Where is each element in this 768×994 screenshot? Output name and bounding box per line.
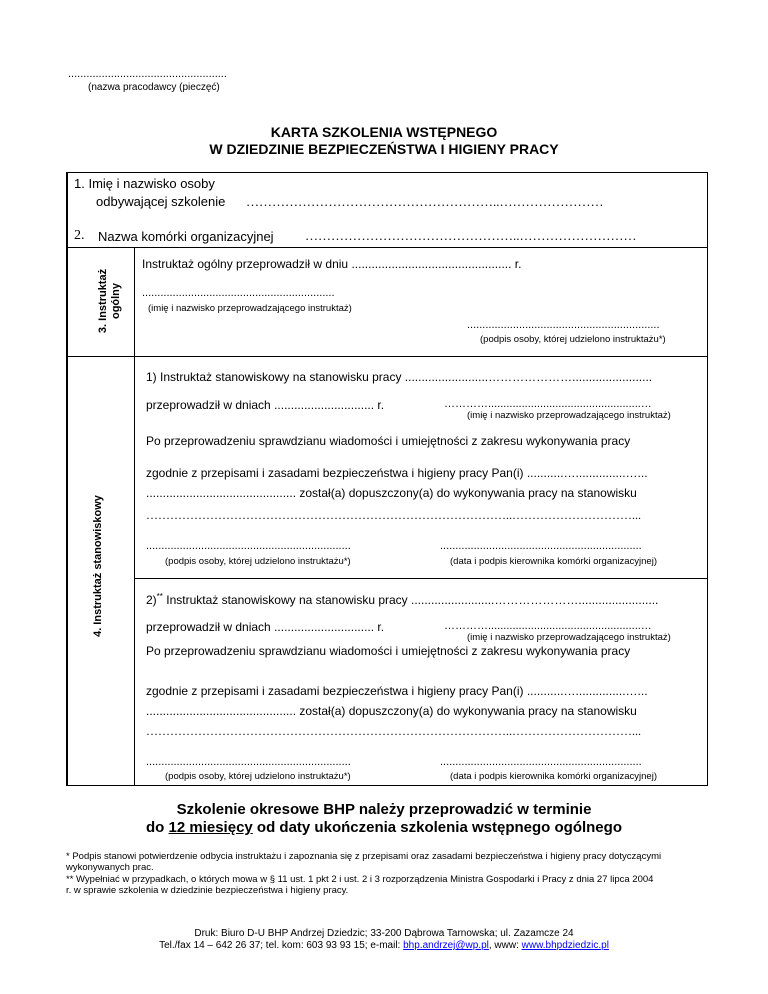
workstation-2-sign-left-caption: (podpis osoby, której udzielono instruktażu*) bbox=[165, 771, 351, 782]
workstation-1-check: Po przeprowadzeniu sprawdzianu wiadomości i umiejętności z zakresu wykonywania pracy bbox=[146, 434, 631, 448]
workstation-2-heading[interactable] bbox=[146, 592, 658, 607]
email-link[interactable]: bhp.andrzej@wp.pl bbox=[403, 940, 489, 951]
workstation-2-admitted[interactable]: ............................................. został(a) dopuszczony(a) do wykonywania pracy na stanowisku bbox=[146, 704, 637, 718]
side-label-line2: ogólny bbox=[110, 282, 122, 320]
workstation-2-check: Po przeprowadzeniu sprawdzianu wiadomości i umiejętności z zakresu wykonywania pracy bbox=[146, 644, 631, 658]
name-label-line2: odbywającej szkolenie bbox=[96, 194, 226, 209]
periodic-prefix: do bbox=[146, 819, 169, 836]
printer-www-label: , www: bbox=[488, 940, 522, 951]
general-instruction-date[interactable]: Instruktaż ogólny przeprowadził w dniu ................................................ r. bbox=[142, 257, 522, 271]
workstation-1-sign-left-field[interactable]: ................................................................... bbox=[146, 540, 351, 552]
workstation-2-footnote-mark: ** bbox=[156, 592, 163, 601]
workstation-1-sign-right-caption: (data i podpis kierownika komórki organizacyjnej) bbox=[450, 556, 657, 567]
periodic-suffix: od daty ukończenia szkolenia wstępnego ogólnego bbox=[252, 819, 622, 836]
footnote-2-line2: r. w sprawie szkolenia w dziedzinie bezpieczeństwa i higieny pracy. bbox=[66, 885, 349, 896]
periodic-training-line2 bbox=[0, 819, 768, 836]
workstation-1-position-field[interactable]: ………………………………………………………………………………..…………………………... bbox=[146, 508, 641, 522]
general-instructor-caption: (imię i nazwisko przeprowadzającego instruktaż) bbox=[148, 303, 352, 314]
periodic-training-line1: Szkolenie okresowe BHP należy przeprowadzić w terminie bbox=[176, 801, 592, 818]
footnote-2-line1: ** Wypełniać w przypadkach, o których mowa w § 11 ust. 1 pkt 2 i ust. 2 i 3 rozporządzenia Ministra Gospodarki i Pracy z dnia 27 lipca 2004 bbox=[66, 874, 654, 885]
workstation-1-days[interactable]: przeprowadził w dniach .............................. r. bbox=[146, 398, 385, 412]
workstation-2-heading-text: Instruktaż stanowiskowy na stanowisku pracy .........................…………………........................ bbox=[162, 593, 659, 607]
footnote-1-line2: wykonywanych prac. bbox=[66, 862, 154, 873]
workstation-2-sign-right-field[interactable]: .................................................................. bbox=[440, 756, 642, 768]
workstation-2-position-field[interactable]: ………………………………………………………………………………..…………………………... bbox=[146, 724, 641, 738]
printer-line1: Druk: Biuro D-U BHP Andrzej Dziedzic; 33-200 Dąbrowa Tarnowska; ul. Zazamcze 24 bbox=[194, 928, 574, 939]
document-title-line2: W DZIEDZINIE BEZPIECZEŃSTWA I HIGIENY PRACY bbox=[209, 141, 559, 157]
workstation-instruction-side-label: 4. Instruktaż stanowiskowy bbox=[92, 495, 104, 637]
workstation-2-number: 2) bbox=[146, 593, 157, 607]
name-label-line1: 1. Imię i nazwisko osoby bbox=[74, 176, 215, 191]
employer-stamp-caption: (nazwa pracodawcy (pieczęć) bbox=[88, 82, 220, 93]
printer-line2 bbox=[0, 940, 768, 951]
general-signature-field[interactable]: ............................................................... bbox=[467, 319, 660, 331]
general-instructor-field[interactable]: ............................................................... bbox=[142, 287, 335, 299]
side-label-line1: 3. Instruktaż bbox=[97, 268, 109, 334]
workstation-2-sign-right-caption: (data i podpis kierownika komórki organizacyjnej) bbox=[450, 771, 657, 782]
workstation-1-admitted[interactable]: ............................................. został(a) dopuszczony(a) do wykonywania pracy na stanowisku bbox=[146, 486, 637, 500]
name-field[interactable]: …………………………………………………..…………………… bbox=[246, 194, 604, 209]
department-label: Nazwa komórki organizacyjnej bbox=[98, 229, 274, 244]
employer-stamp-dots: .................................................... bbox=[68, 68, 227, 80]
workstation-2-days[interactable]: przeprowadził w dniach .............................. r. bbox=[146, 620, 385, 634]
general-signature-caption: (podpis osoby, której udzielono instruktażu*) bbox=[480, 334, 666, 345]
department-field[interactable]: …………………………………………..……………………… bbox=[305, 228, 637, 243]
workstation-1-instructor-field[interactable]: …………..................................................… bbox=[444, 398, 652, 410]
periodic-period: 12 miesięcy bbox=[168, 819, 253, 836]
general-instruction-side-label bbox=[97, 246, 123, 356]
workstation-2-instructor-caption: (imię i nazwisko przeprowadzającego instruktaż) bbox=[467, 632, 671, 643]
footnote-1-line1: * Podpis stanowi potwierdzenie odbycia instruktażu i zapoznania się z przepisami oraz zasadami bezpieczeństwa i higieny pracy dotyczącymi bbox=[66, 851, 662, 862]
department-number: 2. bbox=[74, 228, 85, 243]
workstation-1-sign-right-field[interactable]: .................................................................. bbox=[440, 540, 642, 552]
workstation-1-sign-left-caption: (podpis osoby, której udzielono instruktażu*) bbox=[165, 556, 351, 567]
document-title-line1: KARTA SZKOLENIA WSTĘPNEGO bbox=[270, 124, 498, 140]
workstation-2-instructor-field[interactable]: …………..................................................… bbox=[444, 620, 652, 632]
workstation-1-compliance[interactable]: zgodnie z przepisami i zasadami bezpieczeństwa i higieny pracy Pan(i) ...........…...............…... bbox=[146, 466, 648, 480]
workstation-2-sign-left-field[interactable]: ................................................................... bbox=[146, 756, 351, 768]
workstation-2-compliance[interactable]: zgodnie z przepisami i zasadami bezpieczeństwa i higieny pracy Pan(i) ...........…...............…... bbox=[146, 684, 648, 698]
printer-phones: Tel./fax 14 – 642 26 37; tel. kom: 603 93 93 15; e-mail: bbox=[159, 940, 404, 951]
website-link[interactable]: www.bhpdziedzic.pl bbox=[521, 940, 609, 951]
workstation-1-instructor-caption: (imię i nazwisko przeprowadzającego instruktaż) bbox=[467, 410, 671, 421]
workstation-1-heading[interactable]: 1) Instruktaż stanowiskowy na stanowisku pracy .........................…………………........................ bbox=[146, 370, 653, 384]
